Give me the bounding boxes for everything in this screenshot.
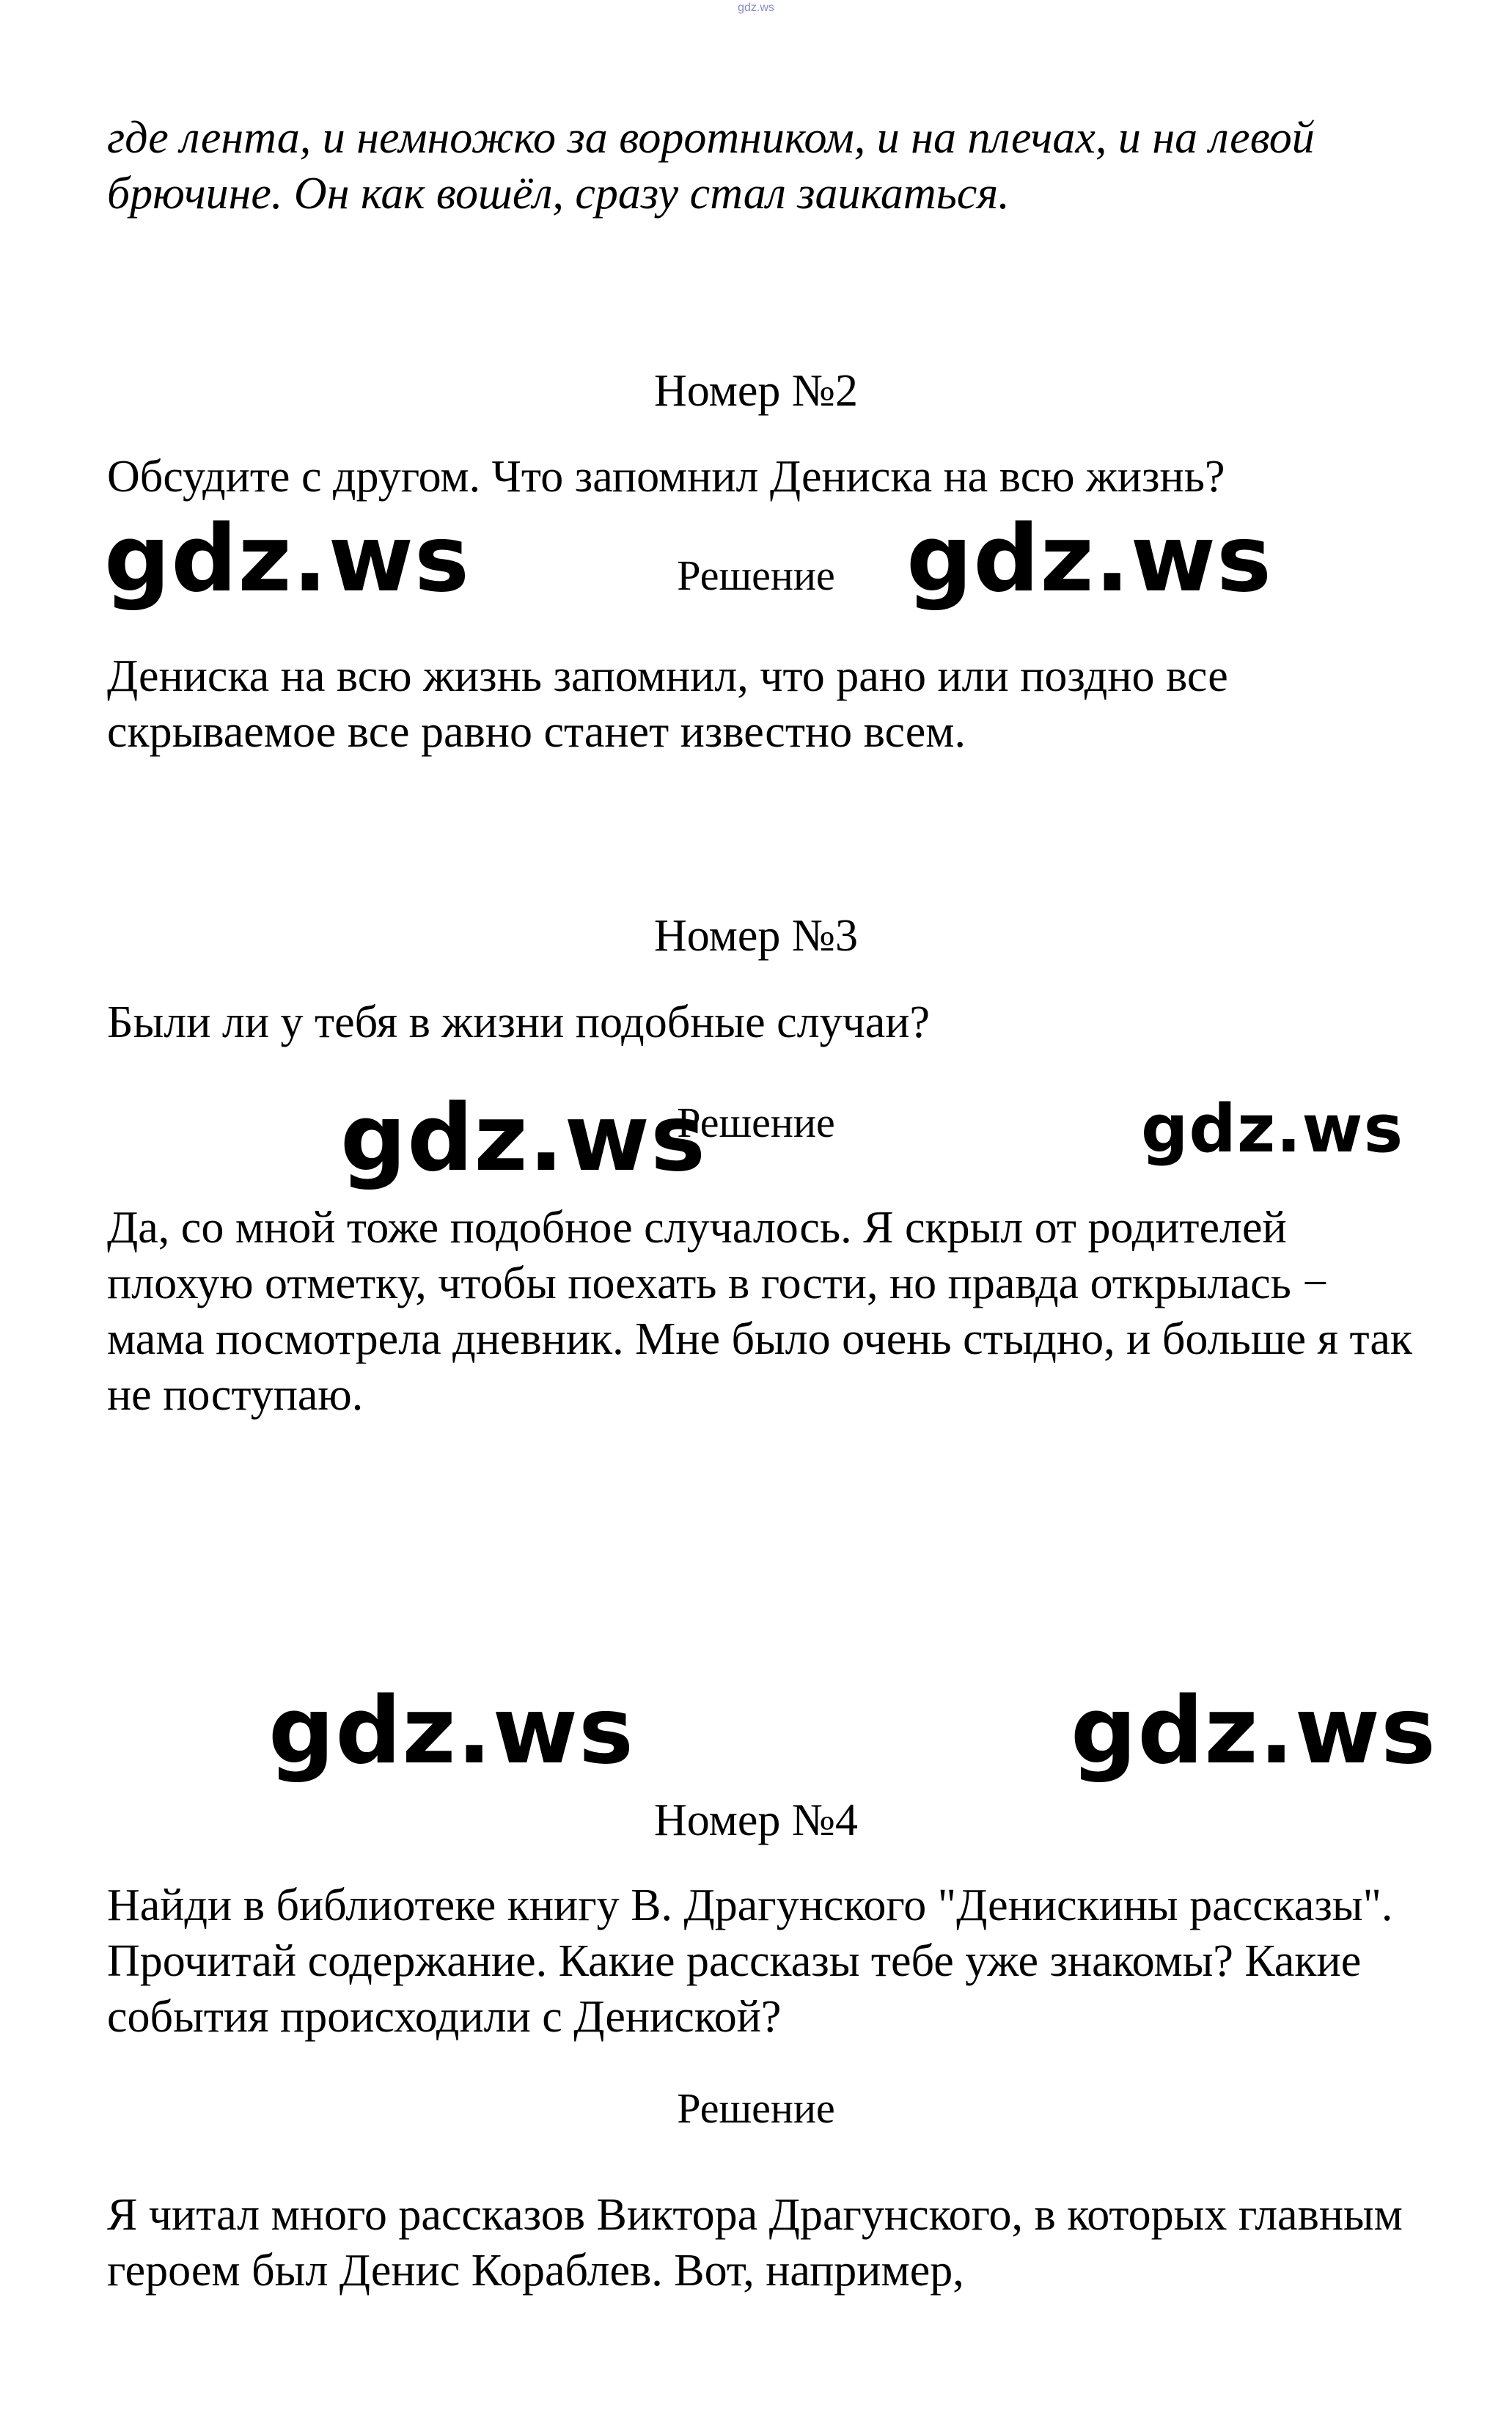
task-3-heading: Номер №3 xyxy=(653,911,858,961)
watermark-logo: gdz.ws xyxy=(340,1084,706,1192)
task-2-heading: Номер №2 xyxy=(653,366,858,416)
header-watermark: gdz.ws xyxy=(738,1,774,14)
task-2-solution-label: Решение xyxy=(677,552,835,599)
task-3-solution-label: Решение xyxy=(677,1099,835,1146)
task-3-answer: Да, со мной тоже подобное случалось. Я скрыл от родителей плохую отметку, чтобы поехать в гости, но правда открылась − мама посмотрела дневник. Мне было очень стыдно, и больше я так не поступаю. xyxy=(107,1203,1413,1420)
intro-paragraph: где лента, и немножко за воротником, и на плечах, и на левой брючине. Он как вошёл, сразу стал заикаться. xyxy=(107,113,1315,219)
watermark-logo: gdz.ws xyxy=(906,505,1272,612)
task-4-heading: Номер №4 xyxy=(653,1795,858,1845)
task-2-question: Обсудите с другом. Что запомнил Дениска на всю жизнь? xyxy=(107,452,1225,502)
task-3-question: Были ли у тебя в жизни подобные случаи? xyxy=(107,997,930,1047)
task-4-solution-label: Решение xyxy=(677,2084,835,2132)
watermark-logo: gdz.ws xyxy=(1071,1677,1436,1784)
task-2-answer: Дениска на всю жизнь запомнил, что рано или поздно все скрываемое все равно станет известно всем. xyxy=(107,651,1228,757)
watermark-logo: gdz.ws xyxy=(1141,1091,1404,1168)
watermark-logo: gdz.ws xyxy=(268,1677,634,1784)
task-4-answer: Я читал много рассказов Виктора Драгунского, в которых главным героем был Денис Кораблев. Вот, например, xyxy=(107,2190,1403,2296)
task-4-question: Найди в библиотеке книгу В. Драгунского "Денискины рассказы". Прочитай содержание. Какие рассказы тебе уже знакомы? Какие события происходили с Дениской? xyxy=(107,1880,1393,2042)
watermark-logo: gdz.ws xyxy=(104,505,470,612)
